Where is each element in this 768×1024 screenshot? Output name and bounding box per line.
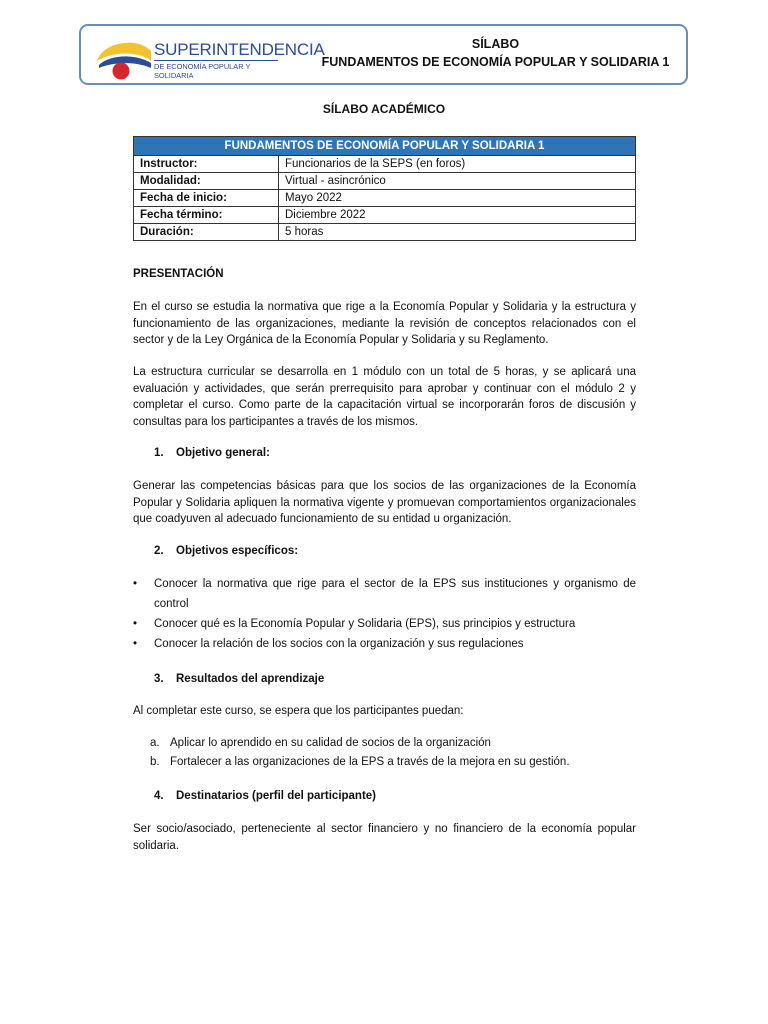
row-value: Virtual - asincrónico: [279, 173, 636, 190]
page-title: SÍLABO ACADÉMICO: [322, 102, 446, 116]
row-value: Funcionarios de la SEPS (en foros): [279, 156, 636, 173]
bullet-icon: •: [133, 578, 138, 590]
table-row: [134, 190, 636, 207]
list-item-text: Conocer la normativa que rige para el sector de la EPS sus instituciones y organismo de control: [154, 578, 636, 610]
section-number: 2.: [154, 545, 164, 557]
table-row: [134, 173, 636, 190]
presentacion-paragraph-1: En el curso se estudia la normativa que rige a la Economía Popular y Solidaria y la estructura y funcionamiento de las organizaciones, mediante la revisión de conceptos relacionados con el sector y de la Ley Orgánica de la Economía Popular y Solidaria y su Reglamento.: [133, 301, 636, 346]
presentacion-heading: PRESENTACIÓN: [133, 268, 224, 280]
list-item-text: Conocer la relación de los socios con la organización y sus regulaciones: [154, 638, 524, 650]
resultados-intro: Al completar este curso, se espera que los participantes puedan:: [133, 705, 464, 717]
list-item: [133, 614, 636, 634]
seps-logo: [95, 35, 325, 80]
row-key: Instructor:: [134, 156, 279, 173]
section-4-heading: [154, 790, 376, 802]
bullet-icon: •: [133, 618, 138, 630]
list-item-text: Fortalecer a las organizaciones de la EPS a través de la mejora en su gestión.: [170, 755, 570, 768]
logo-wordmark: SUPERINTENDENCIA: [154, 40, 325, 59]
objetivo-general-text: Generar las competencias básicas para que los socios de las organizaciones de la Economía Popular y Solidaria apliquen la normativa vigente y promuevan comportamientos organizacionales que coadyuven al adecuado funcionamiento de su entidad u organización.: [133, 480, 636, 525]
section-3-heading: [154, 673, 324, 685]
section-number: 4.: [154, 790, 164, 802]
list-item: [133, 753, 636, 772]
row-value: Mayo 2022: [279, 190, 636, 207]
list-item-text: Conocer qué es la Economía Popular y Solidaria (EPS), sus principios y estructura: [154, 618, 576, 630]
logo-divider: [154, 60, 278, 61]
table-row: [134, 207, 636, 224]
list-item-text: Aplicar lo aprendido en su calidad de socios de la organización: [170, 737, 491, 749]
list-item: [133, 634, 636, 654]
row-key: Duración:: [134, 224, 279, 241]
row-key: Modalidad:: [134, 173, 279, 190]
objetivos-especificos-list: [133, 574, 636, 654]
header-title-line2: FUNDAMENTOS DE ECONOMÍA POPULAR Y SOLIDARIA 1: [321, 55, 670, 69]
list-item: [133, 574, 636, 614]
seps-logo-icon: [95, 35, 153, 80]
presentacion-paragraph-2: La estructura curricular se desarrolla en 1 módulo con un total de 5 horas, y se aplicará una evaluación y actividades, que serán prerrequisito para aprobar y continuar con el módulo 2 y completar el curso. Como parte de la capacitación virtual se incorporarán foros de discusión y consultas para los participantes a través de los mismos.: [133, 366, 636, 428]
list-letter: b.: [150, 755, 160, 768]
section-title: Destinatarios (perfil del participante): [176, 790, 377, 802]
bullet-icon: •: [133, 638, 138, 650]
table-row: [134, 224, 636, 241]
row-value: Diciembre 2022: [279, 207, 636, 224]
destinatarios-text: Ser socio/asociado, perteneciente al sector financiero y no financiero de la economía popular solidaria.: [133, 823, 636, 852]
table-row: [134, 156, 636, 173]
course-info-table: [133, 136, 636, 241]
section-title: Objetivo general:: [176, 447, 270, 459]
section-number: 3.: [154, 673, 164, 685]
row-key: Fecha de inicio:: [134, 190, 279, 207]
section-title: Objetivos específicos:: [176, 545, 299, 557]
section-number: 1.: [154, 447, 164, 459]
section-2-heading: [154, 545, 298, 557]
resultados-list: [133, 734, 636, 771]
list-letter: a.: [150, 737, 160, 749]
section-1-heading: [154, 447, 270, 459]
course-info-table-header: FUNDAMENTOS DE ECONOMÍA POPULAR Y SOLIDARIA 1: [134, 137, 636, 156]
row-key: Fecha término:: [134, 207, 279, 224]
section-title: Resultados del aprendizaje: [176, 673, 325, 685]
row-value: 5 horas: [279, 224, 636, 241]
header-titles: [303, 35, 688, 71]
header-title-line1: SÍLABO: [471, 37, 520, 51]
document-header: [79, 24, 688, 85]
logo-subtitle: DE ECONOMÍA POPULAR Y SOLIDARIA: [154, 62, 251, 80]
list-item: [133, 734, 636, 753]
